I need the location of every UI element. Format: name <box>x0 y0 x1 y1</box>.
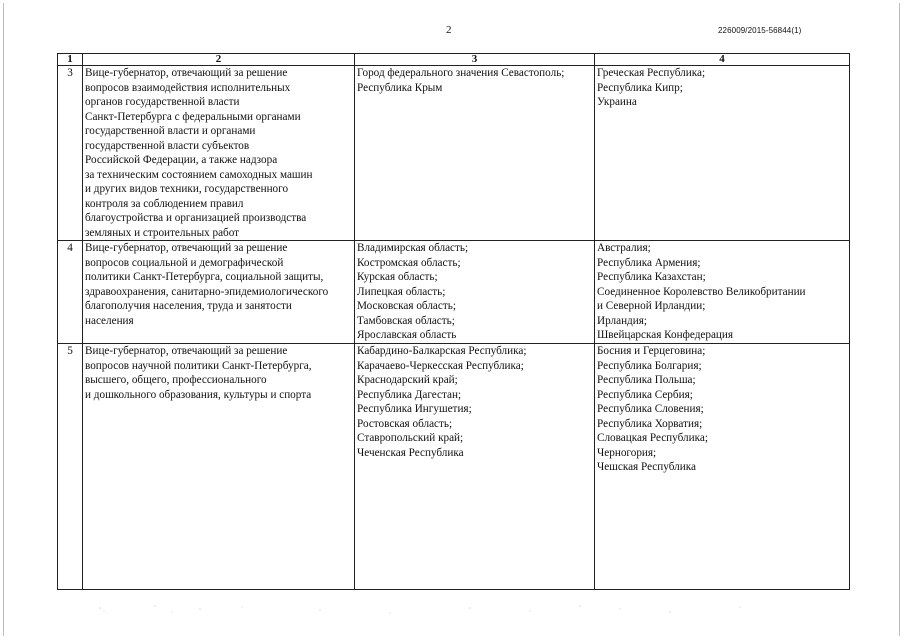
region-item: Республика Ингушетия; <box>357 403 472 415</box>
row-number: 5 <box>58 344 83 590</box>
table-row <box>58 66 850 241</box>
region-item: Карачаево-Черкесская Республика; <box>357 359 524 372</box>
region-item: Владимирская область; <box>357 242 469 254</box>
country-item: Республика Сербия; <box>597 388 693 401</box>
column-header-1: 1 <box>58 54 83 66</box>
country-item: Республика Болгария; <box>597 359 702 372</box>
official-line: земляных и строительных работ <box>85 226 240 239</box>
country-item: Соединенное Королевство Великобритании <box>597 285 806 298</box>
country-item: Черногория; <box>597 446 657 459</box>
country-item: Словацкая Республика; <box>597 432 708 444</box>
column-header-4: 4 <box>595 54 850 66</box>
official-line: государственной власти субъектов <box>85 139 250 152</box>
region-item: Курская область; <box>357 271 438 283</box>
country-item: Республика Кипр; <box>597 81 683 94</box>
region-item: Республика Дагестан; <box>357 388 462 401</box>
country-item: Босния и Герцеговина; <box>597 345 706 357</box>
regions-cell <box>355 241 595 344</box>
region-item: Кабардино-Балкарская Республика; <box>357 345 527 357</box>
official-line: вопросов научной политики Санкт-Петербурга, <box>85 359 312 372</box>
country-item: Республика Казахстан; <box>597 271 706 283</box>
country-item: Австралия; <box>597 242 651 254</box>
table-row <box>58 241 850 344</box>
official-line: Российской Федерации, а также надзора <box>85 154 278 166</box>
countries-cell <box>595 241 850 344</box>
region-item: Республика Крым <box>357 81 443 94</box>
region-item: Тамбовская область; <box>357 314 455 327</box>
official-line: высшего, общего, профессионального <box>85 374 267 386</box>
country-item: Республика Словения; <box>597 403 704 415</box>
official-line: благополучия населения, труда и занятости <box>85 300 292 312</box>
country-item: Швейцарская Конфедерация <box>597 329 734 341</box>
official-line: Санкт-Петербурга с федеральными органами <box>85 110 301 123</box>
country-item: Греческая Республика; <box>597 67 706 79</box>
official-line: за техническим состоянием самоходных машин <box>85 168 313 181</box>
country-item: и Северной Ирландии; <box>597 300 706 312</box>
official-line: и дошкольного образования, культуры и спорта <box>85 388 312 401</box>
official-line: населения <box>85 314 134 327</box>
country-item: Республика Армения; <box>597 256 701 269</box>
region-item: Ростовская область; <box>357 417 453 430</box>
region-item: Костромская область; <box>357 256 461 269</box>
official-line: и других видов техники, государственного <box>85 183 289 195</box>
official-line: Вице-губернатор, отвечающий за решение <box>85 242 288 254</box>
page-number: 2 <box>446 24 452 36</box>
region-item: Московская область; <box>357 300 456 312</box>
regions-cell <box>355 66 595 241</box>
official-line: контроля за соблюдением правил <box>85 197 244 210</box>
countries-cell <box>595 66 850 241</box>
official-cell <box>83 241 355 344</box>
row-number: 4 <box>58 241 83 344</box>
official-line: Вице-губернатор, отвечающий за решение <box>85 67 288 79</box>
row-number: 3 <box>58 66 83 241</box>
country-item: Украина <box>597 96 637 108</box>
official-cell <box>83 66 355 241</box>
region-item: Город федерального значения Севастополь; <box>357 67 565 79</box>
assignment-table <box>57 53 850 590</box>
country-item: Республика Хорватия; <box>597 417 703 430</box>
table-row <box>58 344 850 590</box>
country-item: Чешская Республика <box>597 461 696 473</box>
column-header-2: 2 <box>83 54 355 66</box>
region-item: Краснодарский край; <box>357 374 458 386</box>
official-line: государственной власти и органами <box>85 125 256 137</box>
official-line: благоустройства и организацией производства <box>85 212 307 224</box>
document-reference: 226009/2015-56844(1) <box>718 26 802 35</box>
countries-cell <box>595 344 850 590</box>
country-item: Ирландия; <box>597 314 647 327</box>
column-header-3: 3 <box>355 54 595 66</box>
official-line: вопросов взаимодействия исполнительных <box>85 81 291 94</box>
official-line: Вице-губернатор, отвечающий за решение <box>85 345 288 357</box>
region-item: Липецкая область; <box>357 285 446 298</box>
table-header-row <box>58 54 850 66</box>
region-item: Ярославская область <box>357 329 457 341</box>
region-item: Чеченская Республика <box>357 446 464 459</box>
official-cell <box>83 344 355 590</box>
official-line: органов государственной власти <box>85 96 240 108</box>
country-item: Республика Польша; <box>597 374 696 386</box>
official-line: политики Санкт-Петербурга, социальной защиты, <box>85 271 324 283</box>
region-item: Ставропольский край; <box>357 432 464 444</box>
official-line: вопросов социальной и демографической <box>85 256 284 269</box>
scan-noise <box>60 600 820 620</box>
official-line: здравоохранения, санитарно-эпидемиологического <box>85 285 329 298</box>
regions-cell <box>355 344 595 590</box>
